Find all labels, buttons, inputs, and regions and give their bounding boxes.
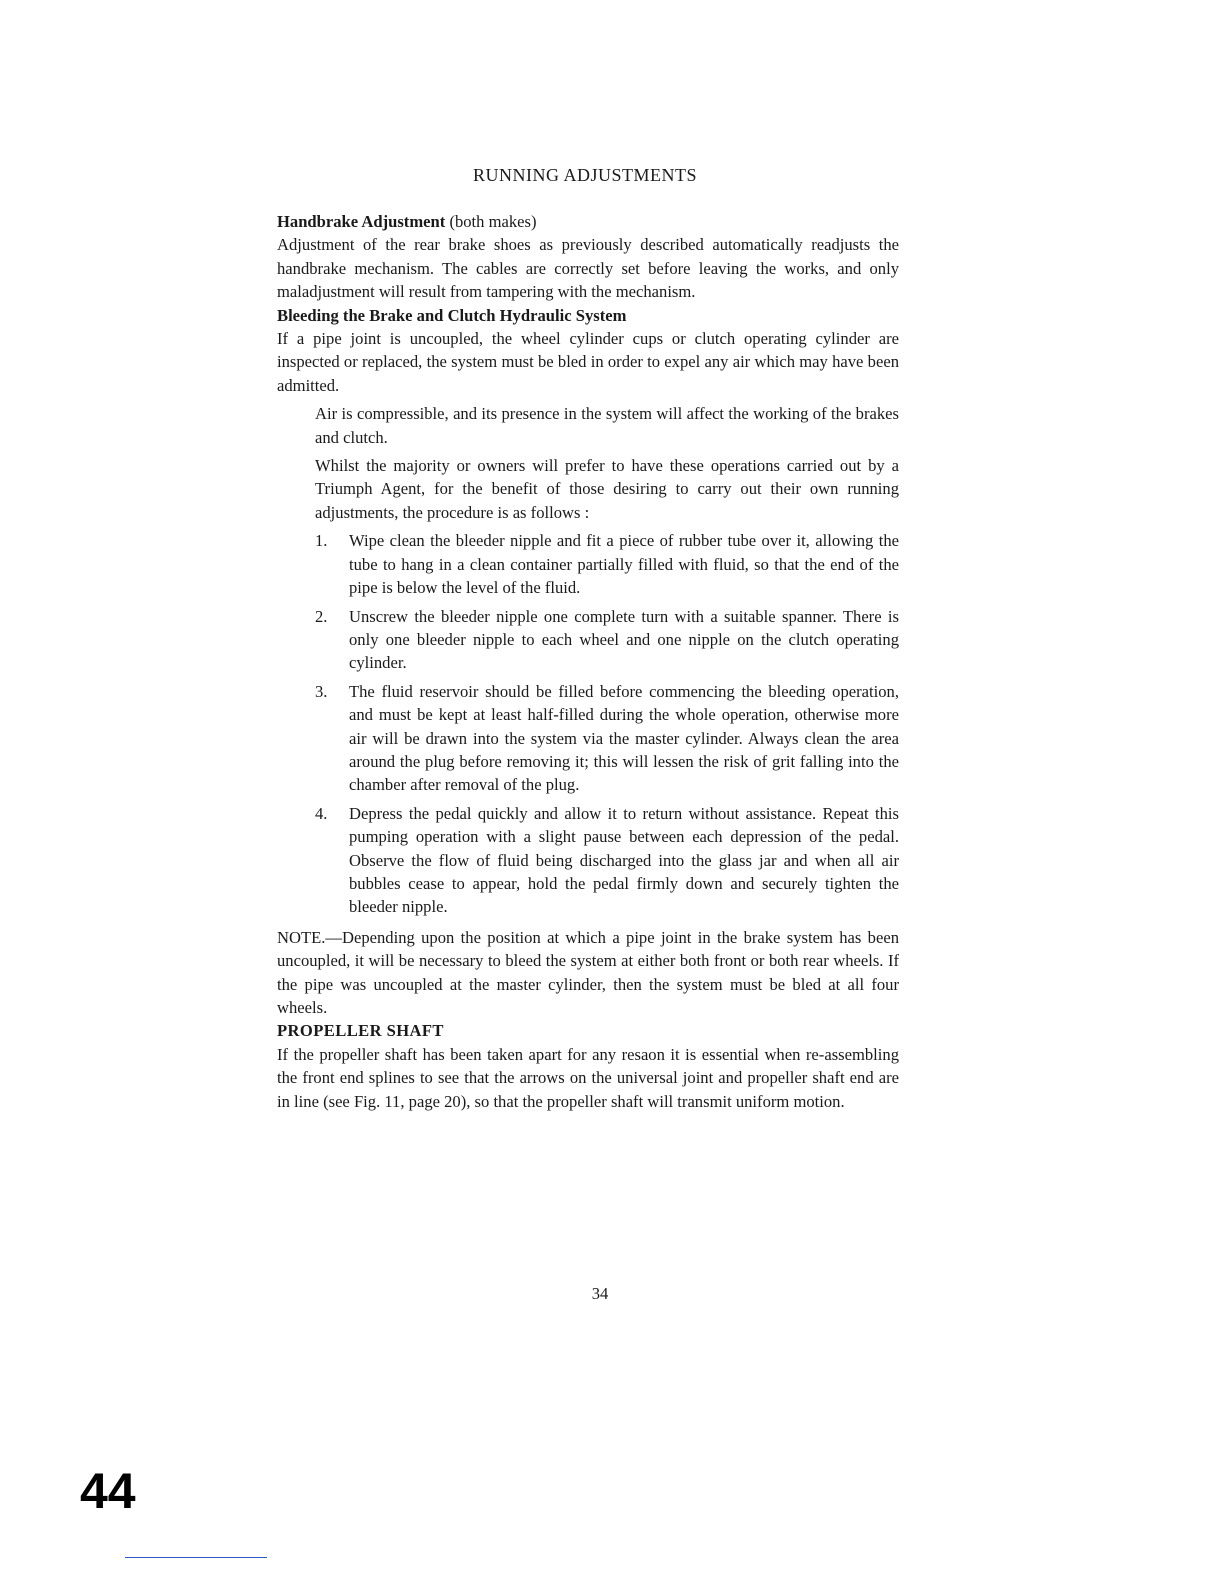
propeller-body: If the propeller shaft has been taken apart for any resaon it is essential when re-assembling the front end splines to see that the arrows on the universal joint and propeller shaft end are in line (see Fig. 11, page 20), so that the propeller shaft will transmit uniform motion. (277, 1044, 899, 1111)
bleeding-heading: Bleeding the Brake and Clutch Hydraulic System (277, 305, 627, 325)
step-number: 3. (315, 681, 328, 701)
page-number: 34 (591, 1284, 609, 1303)
bottom-rule (125, 1557, 267, 1558)
folio-number: 44 (80, 1463, 136, 1519)
bleeding-note: NOTE.—Depending upon the position at which a pipe joint in the brake system has been uncoupled, it will be necessary to bleed the system at either both front or both rear wheels. If the pipe was uncoupled at the master cylinder, then the system must be bled at all four wheels. (277, 927, 899, 1017)
step-text: Wipe clean the bleeder nipple and fit a piece of rubber tube over it, allowing the tube to hang in a clean container partially filled with fluid, so that the end of the pipe is below the level of the fluid. (349, 531, 899, 598)
list-item (277, 605, 899, 675)
handbrake-heading-text: Handbrake Adjustment (277, 212, 446, 231)
handbrake-body: Adjustment of the rear brake shoes as previously described automatically readjusts the handbrake mechanism. The cables are correctly set before leaving the works, and only maladjustment will result from tampering with the mechanism. (277, 235, 899, 302)
bleeding-intro: If a pipe joint is uncoupled, the wheel cylinder cups or clutch operating cylinder are inspected or replaced, the system must be bled in order to expel any air which may have been admitted. (277, 329, 899, 395)
propeller-heading: PROPELLER SHAFT (277, 1021, 444, 1041)
step-number: 2. (315, 606, 328, 626)
bleeding-para-procedure: Whilst the majority or owners will prefer to have these operations carried out by a Triumph Agent, for the benefit of those desiring to carry out their own running adjustments, the procedure is as follows : (315, 456, 899, 522)
list-item (277, 802, 899, 919)
bleeding-para-air: Air is compressible, and its presence in the system will affect the working of the brakes and clutch. (315, 404, 899, 447)
bleeding-steps-list (277, 529, 899, 919)
step-text: Depress the pedal quickly and allow it to return without assistance. Repeat this pumping operation with a slight pause between each depression of the pedal. Observe the flow of fluid being discharged into the glass jar and when all air bubbles cease to appear, hold the pedal firmly down and securely tighten the bleeder nipple. (349, 803, 899, 917)
step-text: The fluid reservoir should be filled before commencing the bleeding operation, and must be kept at least half-filled during the whole operation, otherwise more air will be drawn into the system via the master cylinder. Always clean the area around the plug before removing it; this will lessen the risk of grit falling into the chamber after removal of the plug. (349, 681, 899, 795)
list-item (277, 680, 899, 797)
step-number: 4. (315, 803, 328, 823)
list-item (277, 529, 899, 599)
main-content (277, 210, 899, 1113)
step-text: Unscrew the bleeder nipple one complete turn with a suitable spanner. There is only one bleeder nipple to each wheel and one nipple on the clutch operating cylinder. (349, 606, 899, 673)
page-title: RUNNING ADJUSTMENTS (472, 165, 697, 185)
step-number: 1. (315, 531, 328, 551)
handbrake-heading-note: (both makes) (449, 212, 537, 231)
handbrake-heading (277, 210, 899, 233)
